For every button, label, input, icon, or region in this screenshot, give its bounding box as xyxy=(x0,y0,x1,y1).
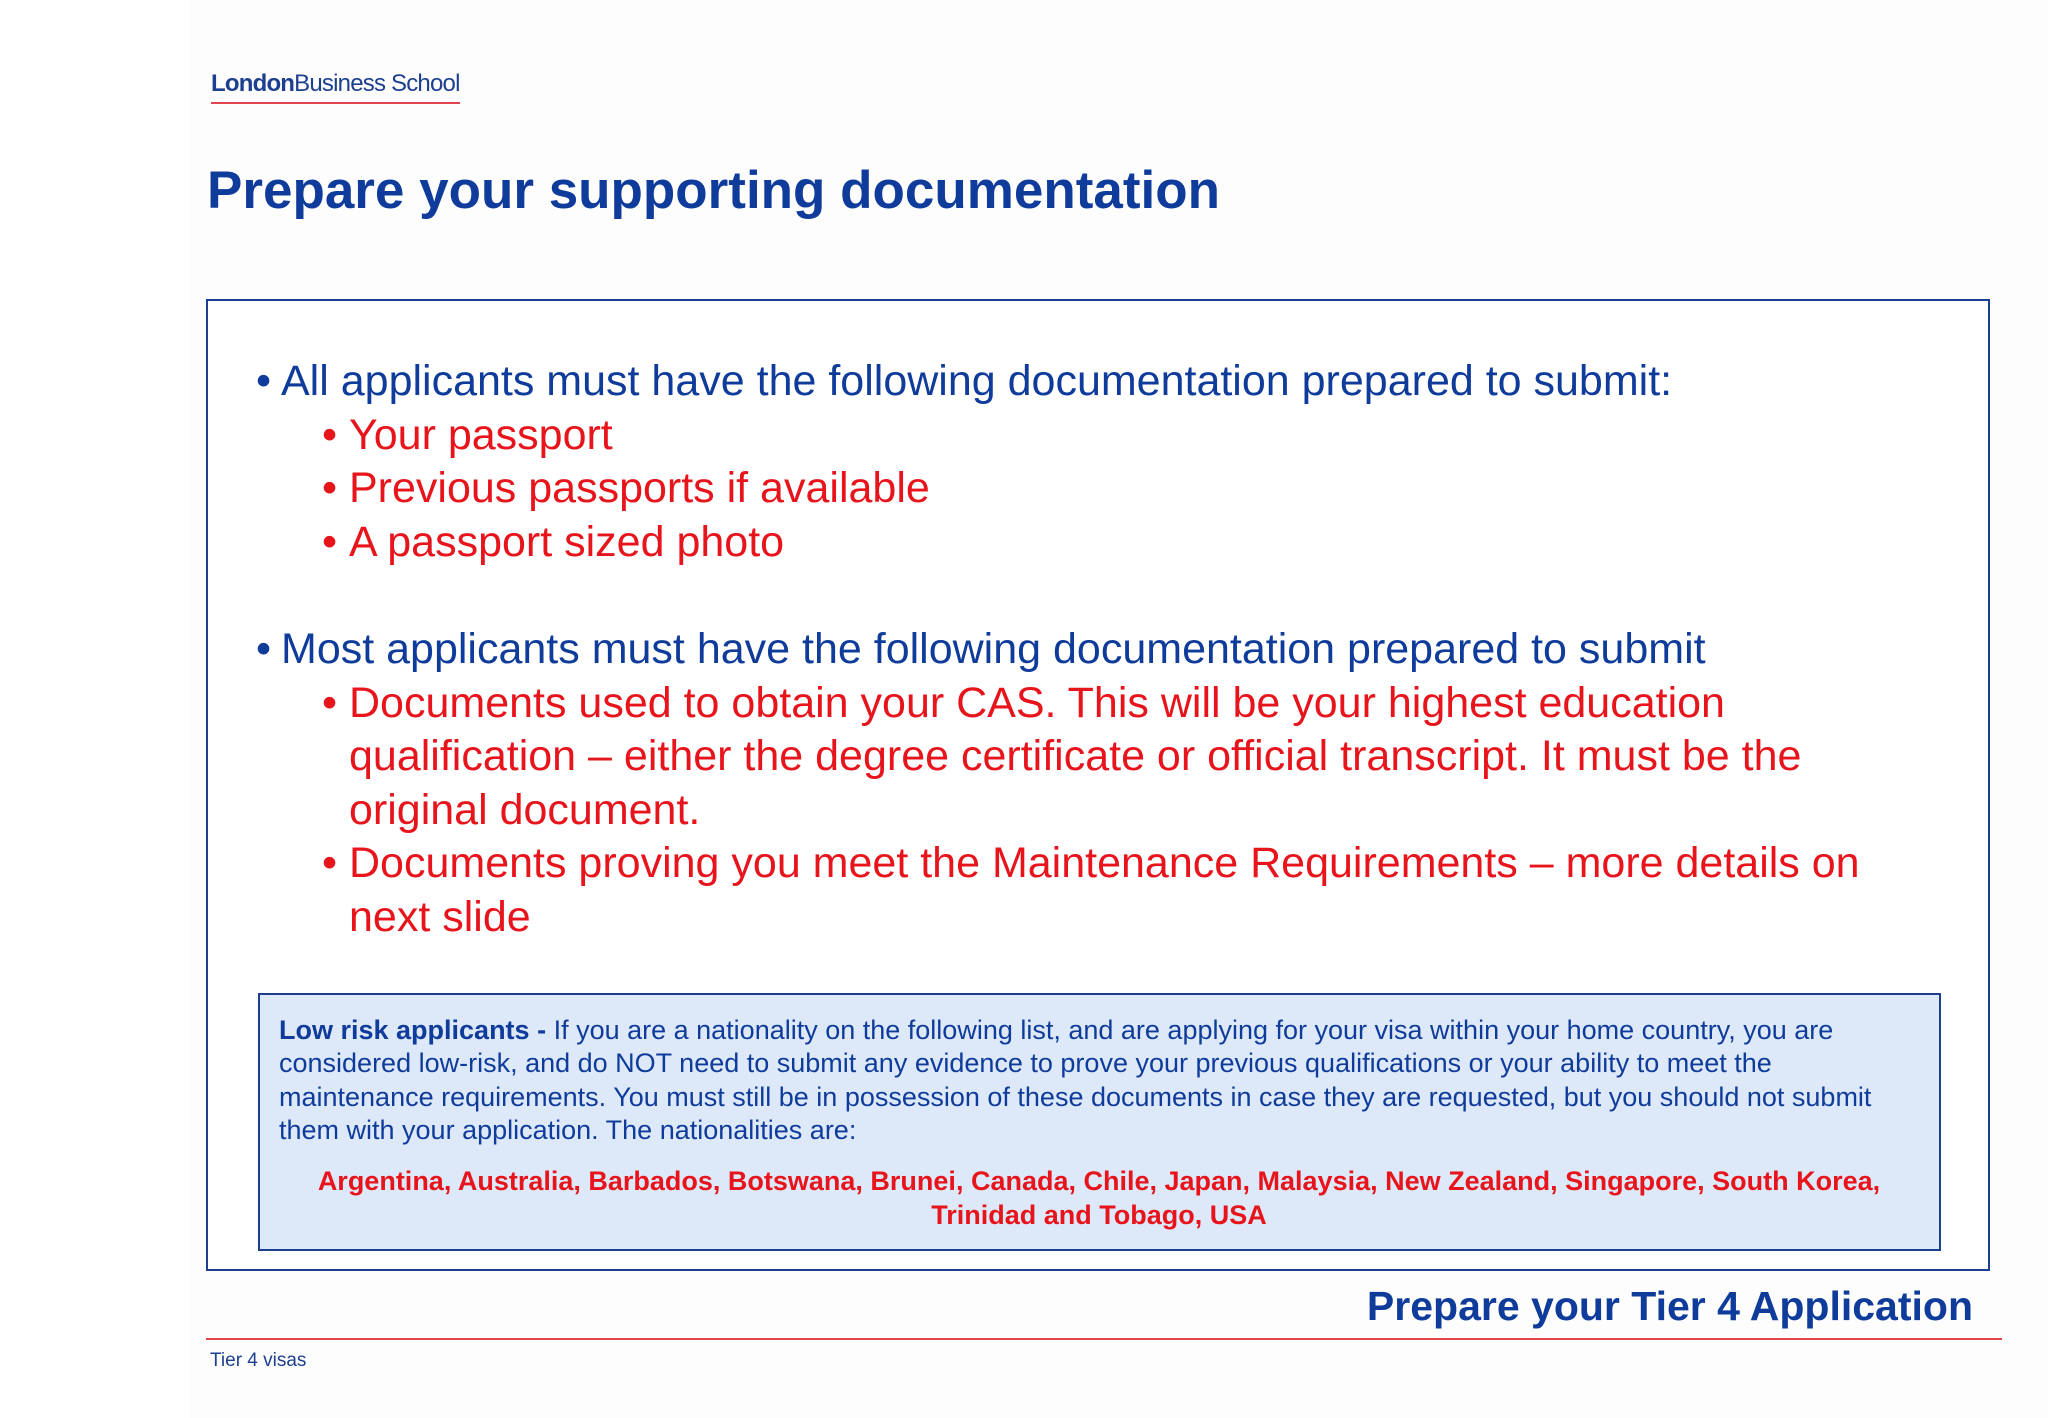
footer-label: Tier 4 visas xyxy=(210,1350,307,1371)
most-applicants-heading: • Most applicants must have the following documentation prepared to submit xyxy=(256,623,1948,677)
all-applicants-section xyxy=(256,355,1948,569)
nationalities-line-1: Argentina, Australia, Barbados, Botswana, Brunei, Canada, Chile, Japan, Malaysia, New Zealand, Singapore, South Korea, xyxy=(317,1166,1881,1197)
most-applicants-section xyxy=(256,623,1948,944)
slide-title: Prepare your supporting documentation xyxy=(207,161,1220,220)
content-box xyxy=(206,299,1990,1271)
list-item-previous-passports: • Previous passports if available xyxy=(322,462,1948,516)
footer-title: Prepare your Tier 4 Application xyxy=(1366,1283,1973,1329)
list-item-maintenance-documents: • Documents proving you meet the Maintenance Requirements – more details on next slide xyxy=(322,837,1948,944)
logo-bold-text: London xyxy=(211,70,295,97)
nationalities-list xyxy=(279,1164,1919,1232)
footer-divider xyxy=(206,1338,2002,1340)
low-risk-paragraph xyxy=(279,1014,1919,1147)
london-business-school-logo xyxy=(211,70,460,104)
list-item-cas-documents: • Documents used to obtain your CAS. This will be your highest education qualification – either the degree certificate or official transcript. It must be the original document. xyxy=(322,677,1948,838)
all-applicants-heading: • All applicants must have the following documentation prepared to submit: xyxy=(256,355,1948,409)
low-risk-body: If you are a nationality on the following list, and are applying for your visa within your home country, you are considered low-risk, and do NOT need to submit any evidence to prove your previous qualifications or your ability to meet the maintenance requirements. You must still be in possession of these documents in case they are requested, but you should not submit them with your application. The nationalities are: xyxy=(279,1015,1872,1145)
most-applicants-list xyxy=(256,677,1948,945)
nationalities-line-2: Trinidad and Tobago, USA xyxy=(931,1200,1267,1231)
list-item-photo: • A passport sized photo xyxy=(322,516,1948,570)
low-risk-lead: Low risk applicants - xyxy=(279,1015,547,1045)
low-risk-notice xyxy=(258,993,1941,1251)
list-item-passport: • Your passport xyxy=(322,409,1948,463)
all-applicants-list xyxy=(256,409,1948,570)
logo-regular-text: Business School xyxy=(294,70,460,97)
